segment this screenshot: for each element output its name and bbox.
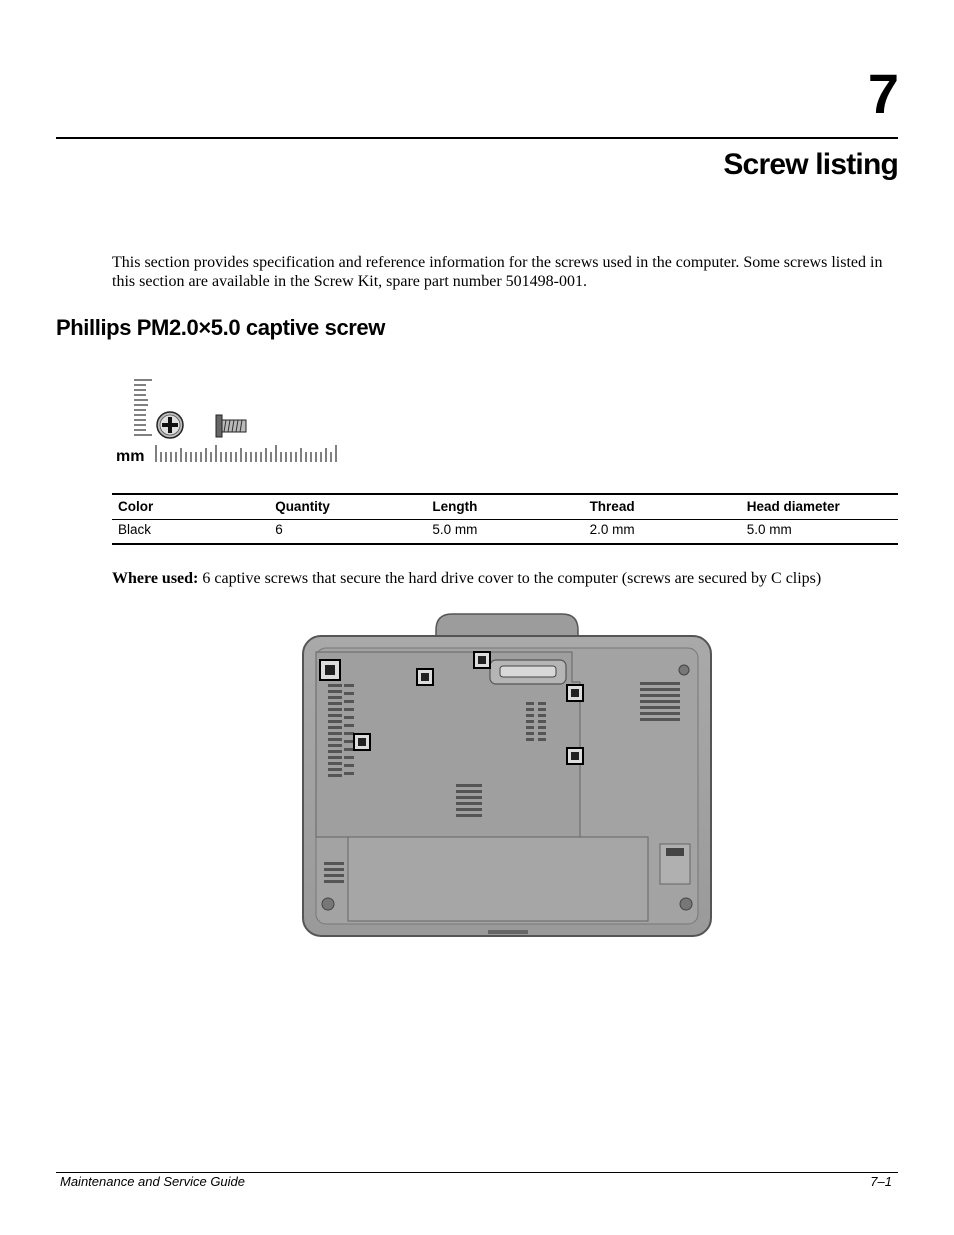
intro-paragraph: This section provides specification and reference information for the screws used in the computer. Some screws listed in this section are available in the Screw Kit, spare part number 501498-001. (112, 254, 883, 290)
col-header-length: Length (426, 494, 583, 520)
ruler-icon (134, 380, 152, 435)
footer-page-number: 7–1 (870, 1174, 892, 1189)
col-header-head-diameter: Head diameter (741, 494, 898, 520)
cell-head-diameter: 5.0 mm (741, 520, 898, 545)
screw-illustration (112, 375, 352, 467)
chapter-rule (56, 137, 898, 139)
col-header-color: Color (112, 494, 269, 520)
section-heading: Phillips PM2.0×5.0 captive screw (56, 315, 385, 340)
table-row (112, 520, 898, 545)
mm-label: mm (116, 448, 145, 465)
where-used-label: Where used: (112, 570, 199, 587)
chapter-title: Screw listing (723, 148, 898, 181)
cell-color: Black (112, 520, 269, 545)
laptop-bottom-view-icon (300, 612, 716, 942)
cell-length: 5.0 mm (426, 520, 583, 545)
screw-side-profile-icon (216, 415, 246, 437)
footer-rule (56, 1172, 898, 1173)
col-header-thread: Thread (584, 494, 741, 520)
col-header-quantity: Quantity (269, 494, 426, 520)
chapter-number: 7 (867, 62, 898, 125)
phillips-screw-head-icon (157, 412, 183, 438)
where-used-paragraph (112, 570, 912, 588)
where-used-text: 6 captive screws that secure the hard drive cover to the computer (screws are secured by C clips) (198, 570, 822, 587)
screw-spec-table (112, 493, 898, 545)
cell-thread: 2.0 mm (584, 520, 741, 545)
table-header-row (112, 494, 898, 520)
cell-quantity: 6 (269, 520, 426, 545)
footer-guide-title: Maintenance and Service Guide (60, 1174, 246, 1189)
